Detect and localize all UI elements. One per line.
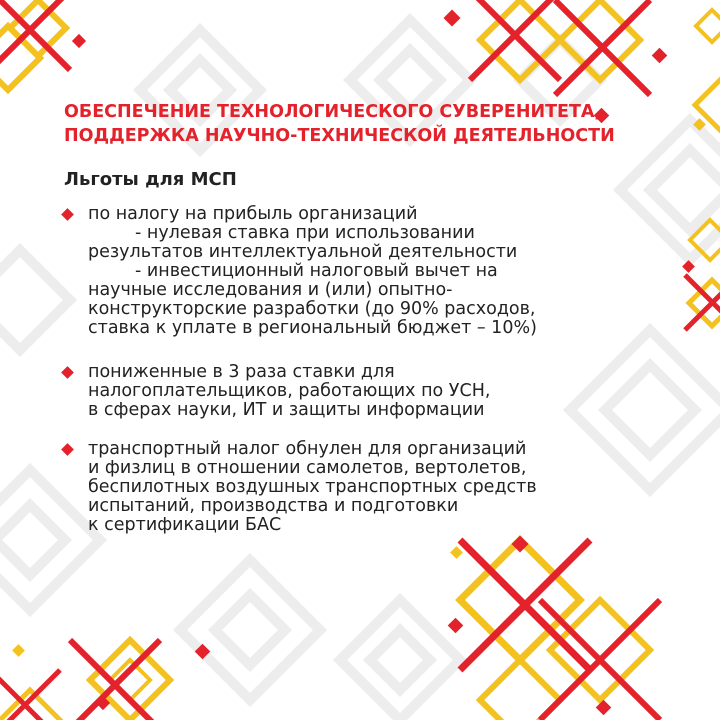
diamond-bullet-icon bbox=[61, 443, 74, 456]
bullet-line: налогоплательщиков, работающих по УСН, bbox=[88, 381, 491, 401]
bullet-line: испытаний, производства и подготовки bbox=[88, 496, 459, 516]
bullet-item-profit-tax bbox=[88, 205, 708, 338]
heading-line-2: ПОДДЕРЖКА НАУЧНО-ТЕХНИЧЕСКОЙ ДЕЯТЕЛЬНОСТИ bbox=[64, 126, 615, 146]
bullet-item-usn-rates bbox=[88, 363, 708, 420]
bullet-line: - инвестиционный налоговый вычет на bbox=[135, 261, 498, 281]
bullet-line: конструкторские разработки (до 90% расходов, bbox=[88, 299, 536, 319]
bullet-line: ставка к уплате в региональный бюджет – 10%) bbox=[88, 318, 537, 338]
bullet-line: беспилотных воздушных транспортных средств bbox=[88, 477, 537, 497]
bullet-item-transport-tax bbox=[88, 440, 708, 535]
bullet-line: к сертификации БАС bbox=[88, 515, 282, 535]
subheading: Льготы для МСП bbox=[64, 169, 237, 190]
heading-line-1: ОБЕСПЕЧЕНИЕ ТЕХНОЛОГИЧЕСКОГО СУВЕРЕНИТЕТА, bbox=[64, 102, 602, 122]
diamond-bullet-icon bbox=[61, 208, 74, 221]
diamond-bullet-icon bbox=[61, 366, 74, 379]
bullet-line: научные исследования и (или) опытно- bbox=[88, 280, 453, 300]
bullet-line: транспортный налог обнулен для организаций bbox=[88, 439, 527, 459]
bullet-line: результатов интеллектуальной деятельности bbox=[88, 242, 518, 262]
bullet-line: по налогу на прибыль организаций bbox=[88, 204, 418, 224]
bullet-line: и физлиц в отношении самолетов, вертолетов, bbox=[88, 458, 527, 478]
bullet-line: в сферах науки, ИТ и защиты информации bbox=[88, 400, 485, 420]
bullet-line: - нулевая ставка при использовании bbox=[135, 223, 475, 243]
slide-heading bbox=[64, 100, 704, 148]
bullet-line: пониженные в 3 раза ставки для bbox=[88, 362, 395, 382]
